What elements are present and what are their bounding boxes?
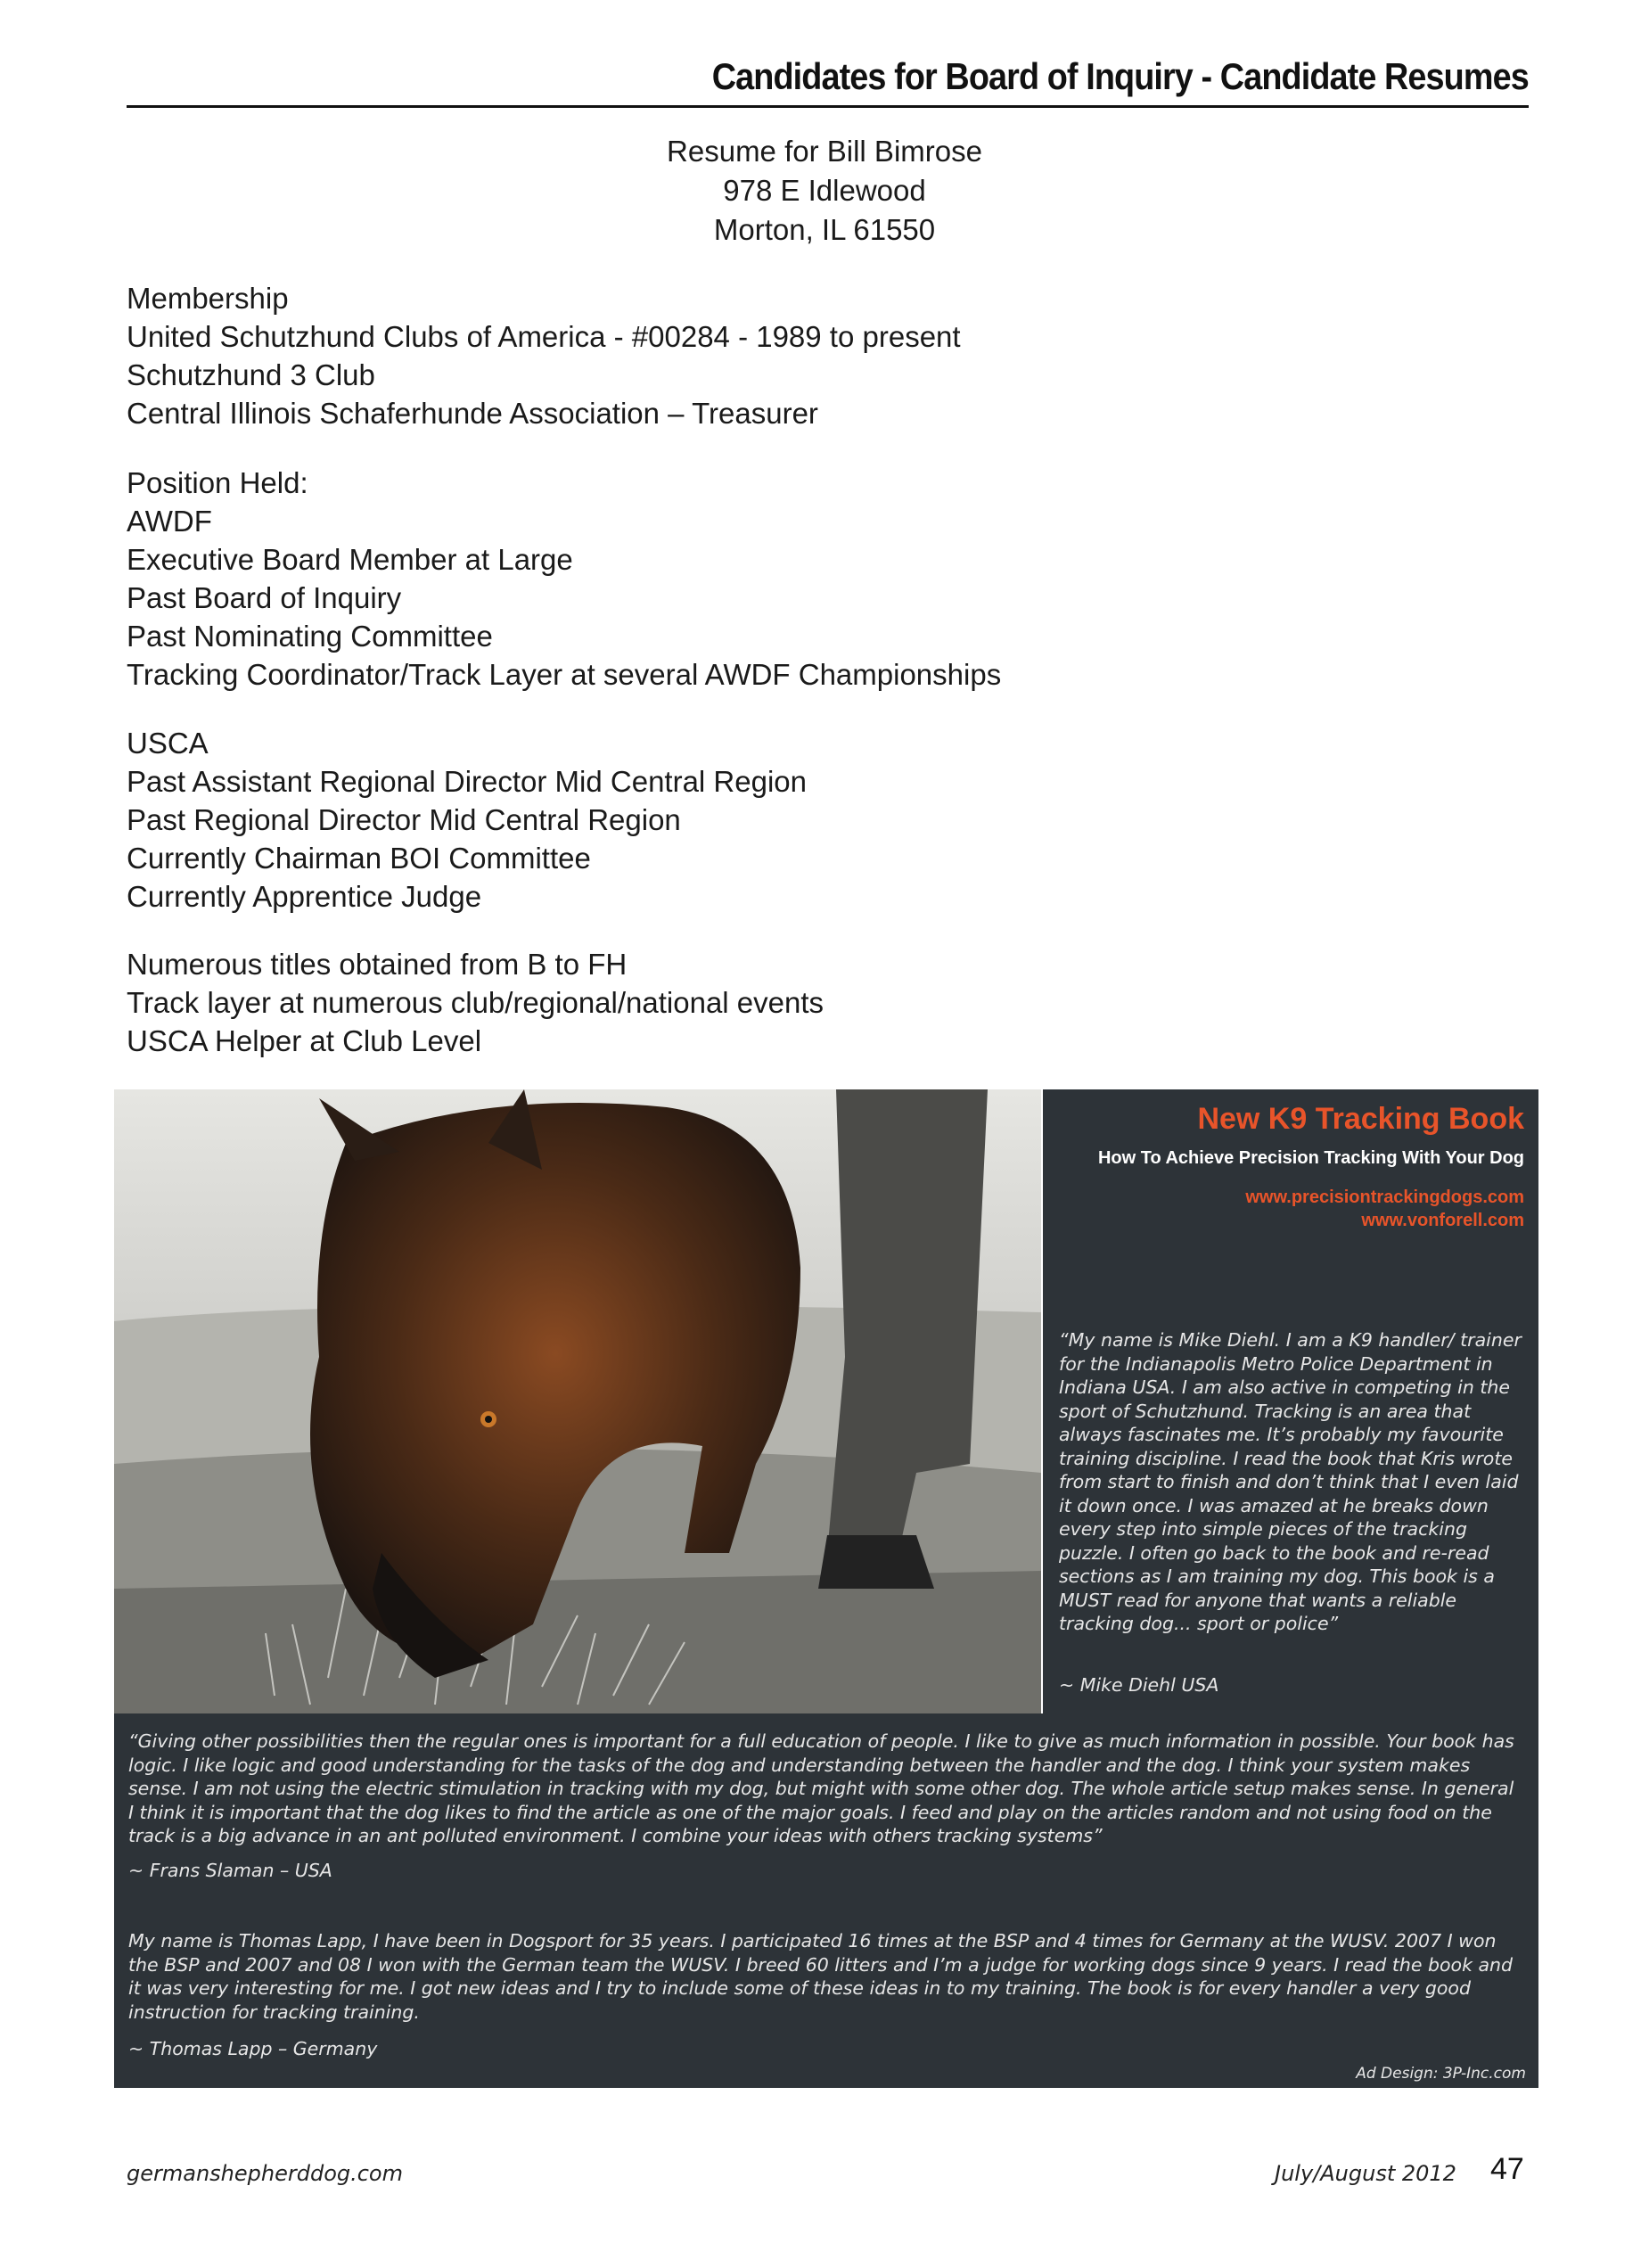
membership-item: United Schutzhund Clubs of America - #00284 - 1989 to present — [127, 320, 961, 353]
other-item: Numerous titles obtained from B to FH — [127, 948, 628, 981]
position-item: Past Board of Inquiry — [127, 581, 402, 614]
footer-date: July/August 2012 — [1275, 2161, 1456, 2186]
other-item: Track layer at numerous club/regional/national events — [127, 986, 824, 1019]
usca-section — [127, 724, 807, 916]
testimonial-lapp: My name is Thomas Lapp, I have been in Dogsport for 35 years. I participated 16 times at the BSP and 4 times for Germany at the WUSV. 2007 I won the BSP and 2007 and 08 I won with the German team the WUSV. I breed 60 litters and I’m a judge for working dogs since 9 years. I read the book and it was very interesting for me. I got new ideas and I try to include some of these ideas in to my training. The book is for every handler a very good instruction for tracking training. — [128, 1930, 1514, 2023]
testimonial-slaman-attribution: ~ Frans Slaman – USA — [128, 1860, 332, 1881]
page-number: 47 — [1490, 2152, 1524, 2186]
ad-link-precision[interactable]: www.precisiontrackingdogs.com — [1245, 1187, 1524, 1207]
positions-heading: Position Held: — [127, 466, 308, 499]
ad-link-vonforell[interactable]: www.vonforell.com — [1361, 1211, 1524, 1230]
position-item: Executive Board Member at Large — [127, 543, 573, 576]
position-item: Past Nominating Committee — [127, 620, 493, 653]
resume-street: 978 E Idlewood — [723, 174, 926, 207]
position-item: Tracking Coordinator/Track Layer at several AWDF Championships — [127, 658, 1002, 691]
ad-dog-photo — [114, 1089, 1041, 1713]
ad-bottom-panel — [114, 1713, 1538, 2088]
ad-subtitle: How To Achieve Precision Tracking With Your Dog — [1097, 1148, 1524, 1168]
resume-heading — [0, 132, 1649, 250]
testimonial-slaman: “Giving other possibilities then the regular ones is important for a full education of people. I like to give as much information in possible. Your book has logic. I like logic and good understanding for the tasks of the dog and understanding between the handler and the dog. I think your system makes sense. I am not using the electric stimulation in tracking with my dog, but might with some other dog. The whole article setup makes sense. In general I think it is important that the dog likes to find the article as one of the major goals. I feed and play on the articles random and not using food on the track is a big advance in an ant polluted environment. I combine your ideas with others tracking systems” — [128, 1730, 1514, 1846]
usca-item: Currently Chairman BOI Committee — [127, 842, 591, 875]
page-title: Candidates for Board of Inquiry - Candidate Resumes — [711, 55, 1529, 97]
membership-heading: Membership — [127, 282, 289, 315]
testimonial-diehl-attribution: ~ Mike Diehl USA — [1059, 1674, 1219, 1696]
footer-site: germanshepherddog.com — [127, 2161, 403, 2186]
ad-design-credit: Ad Design: 3P-Inc.com — [1356, 2065, 1526, 2083]
positions-org: AWDF — [127, 505, 212, 538]
usca-item: Past Regional Director Mid Central Region — [127, 803, 681, 836]
usca-heading: USCA — [127, 727, 209, 760]
usca-item: Currently Apprentice Judge — [127, 880, 482, 913]
membership-item: Central Illinois Schaferhunde Association – Treasurer — [127, 397, 818, 430]
header-rule — [127, 105, 1529, 108]
ad-title: New K9 Tracking Book — [1197, 1102, 1524, 1136]
usca-item: Past Assistant Regional Director Mid Central Region — [127, 765, 808, 798]
positions-section — [127, 464, 1001, 694]
other-item: USCA Helper at Club Level — [127, 1024, 482, 1057]
resume-city: Morton, IL 61550 — [713, 213, 936, 246]
membership-section — [127, 279, 961, 432]
other-section — [127, 945, 824, 1060]
membership-item: Schutzhund 3 Club — [127, 358, 375, 391]
testimonial-lapp-attribution: ~ Thomas Lapp – Germany — [128, 2038, 378, 2059]
testimonial-diehl: “My name is Mike Diehl. I am a K9 handler/ trainer for the Indianapolis Metro Police Department in Indiana USA. I am also active in competing in the sport of Schutzhund. Tracking is an area that always fascinates me. It’s probably my favourite training discipline. I read the book that Kris wrote from start to finish and don’t think that I even laid it down once. I was amazed at he breaks down every step into simple pieces of the tracking puzzle. I often go back to the book and re-read sections as I am training my dog. This book is a MUST read for anyone that wants a reliable tracking dog... sport or police” — [1059, 1329, 1522, 1634]
ad-panel — [1043, 1089, 1538, 1713]
resume-name: Resume for Bill Bimrose — [667, 135, 982, 168]
